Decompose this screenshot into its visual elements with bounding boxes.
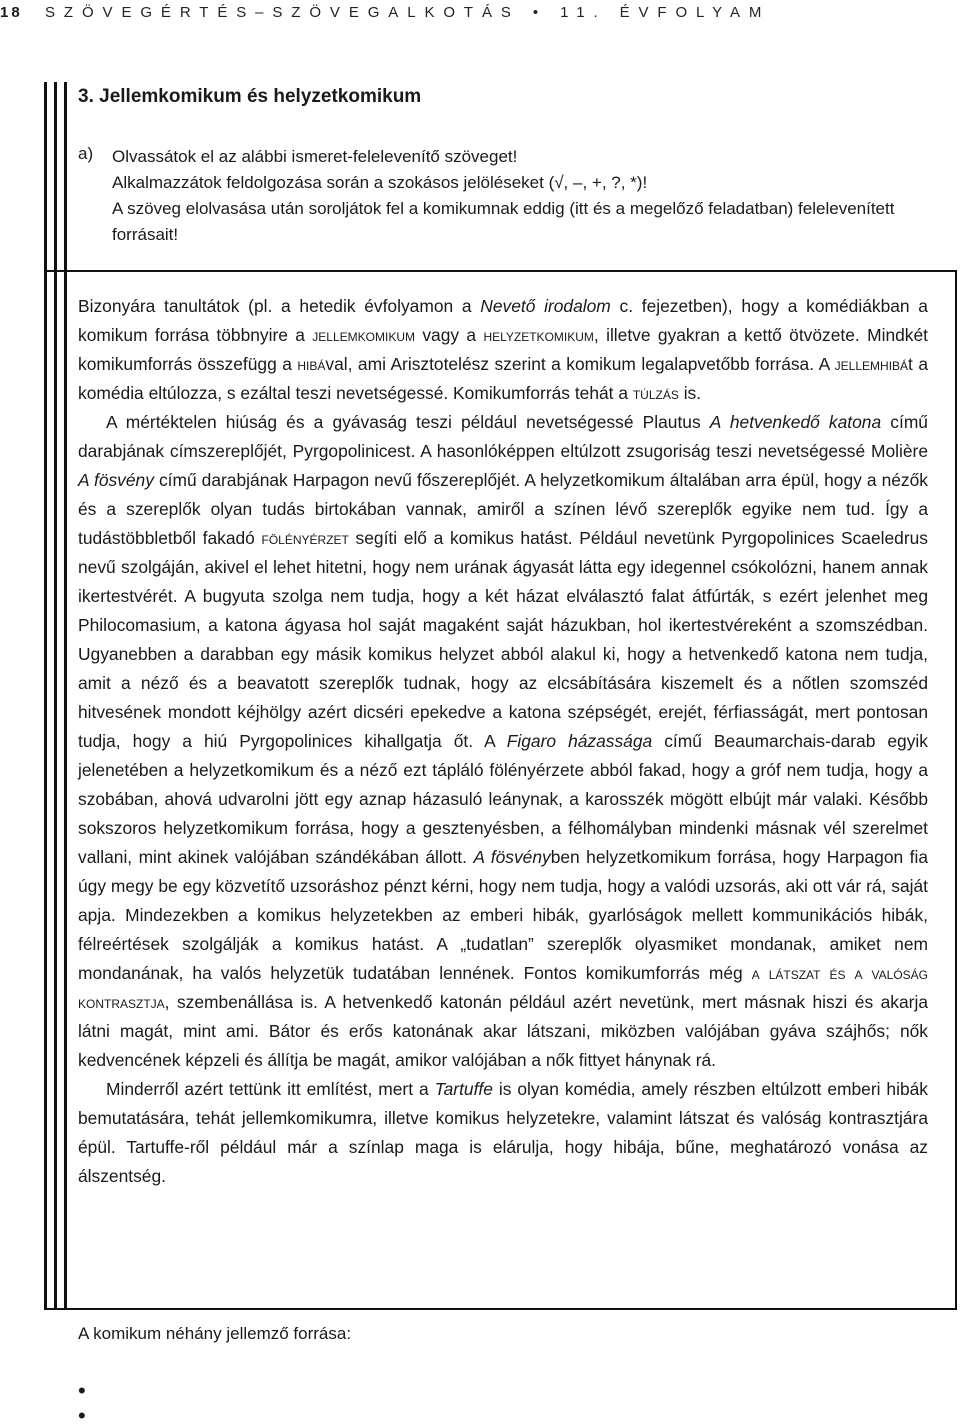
task-line: A szöveg elolvasása után soroljátok fel a komikumnak eddig (itt és a megelőző feladatban) felelevenített forrásait! [112, 199, 895, 244]
page-number: 18 [0, 4, 23, 21]
reading-text [78, 292, 928, 1191]
sources-title: A komikum néhány jellemző forrása: [78, 1324, 352, 1343]
list-bullet: • [78, 1378, 86, 1403]
task-instructions [112, 144, 942, 248]
task-label: a) [78, 144, 94, 163]
section-title: 3. Jellemkomikum és helyzetkomikum [78, 86, 422, 107]
task-line: Alkalmazzátok feldolgozása során a szokásos jelöléseket (√, –, +, ?, *)! [112, 173, 648, 192]
running-title: SZÖVEGÉRTÉS–SZÖVEGALKOTÁS • 11. ÉVFOLYAM [45, 4, 771, 21]
task-line: Olvassátok el az alábbi ismeret-felelevenítő szöveget! [112, 147, 518, 166]
page-header [0, 0, 960, 26]
list-bullet: • [78, 1403, 86, 1428]
paragraph-2: A mértéktelen hiúság és a gyávaság teszi például nevetségessé Plautus A hetvenkedő katona című darabjának címszereplőjét, Pyrgopolinicest. A hasonlóképpen eltúlzott zsugoriság teszi nevetségessé Molière A fösvény című darabjának Harpagon nevű főszereplőjét. A helyzetkomikum általában arra épül, hogy a nézők és a szereplők olyan tudás birtokában vannak, amiről a színen lévő szereplők egyike nem tud. Így a tudástöbbletből fakadó fölényérzet segíti elő a komikus hatást. Például nevetünk Pyrgopolinices Scaeledrus nevű szolgáján, akivel el lehet hitetni, hogy nem urának ágyasát látta egy idegennel csókolózni, hanem annak ikertestvérét. A bugyuta szolga nem tudja, hogy a két házat elválasztó falat átfúrták, s ezért jelenhet meg Philocomasium, a katona ágyasa hol saját magaként saját házukban, hol ikertestvéreként a szomszédban. Ugyanebben a darabban egy másik komikus helyzet abból alakul ki, hogy a hetvenkedő katona nem tudja, amit a néző és a beavatott szereplők tudnak, hogy az elcsábítására kiszemelt és a nőtlen szomszéd hitvesének mondott kéjhölgy azért dicséri epekedve a katona szépségét, erejét, férfiasságát, mert pontosan tudja, hogy a hiú Pyrgopolinices kihallgatja őt. A Figaro házassága című Beaumarchais-darab egyik jelenetében a helyzetkomikum és a néző ezt tápláló fölényérzete abból fakad, hogy a gróf nem tudja, hogy a szobában, ahová udvarolni jött egy aznap házasuló leánynak, a karosszék mögött elbújt már valaki. Később sokszoros helyzetkomikum forrása, hogy a gesztenyésben, a félhomályban mindenki másnak vél szerelmet vallani, mint akinek valójában szándékában állott. A fösvényben helyzetkomikum forrása, hogy Harpagon fia úgy megy be egy közvetítő uzsoráshoz pénzt kérni, hogy nem tudja, hogy a valódi uzsorás, aki ott vár rá, saját apja. Mindezekben a komikus helyzetekben az emberi hibák, gyarlóságok mellett kommunikációs hibák, félreértések szolgálják a komikus hatást. A „tudatlan” szereplők olyasmiket mondanak, amiket nem mondanának, ha valós helyzetük tudatában lennének. Fontos komikumforrás még a látszat és a valóság kontrasztja, szembenállása is. A hetvenkedő katonán például azért nevetünk, mert másnak hiszi és akarja látni magát, mint ami. Bátor és erős katonának akar látszani, miközben valójában gyáva szájhős; nők kedvencének képzeli és állítja be magát, amikor valójában a nők fittyet hánynak rá. [78, 412, 928, 1070]
paragraph-3: Minderről azért tettünk itt említést, mert a Tartuffe is olyan komédia, amely részben eltúlzott emberi hibák bemutatására, tehát jellemkomikumra, illetve komikus helyzetekre, valamint látszat és valóság kontrasztjára épül. Tartuffe-ről például már a színlap maga is elárulja, hogy hibája, bűne, meghatározó vonása az álszentség. [78, 1079, 928, 1186]
paragraph-1: Bizonyára tanultátok (pl. a hetedik évfolyamon a Nevető irodalom c. fejezetben), hogy a komédiákban a komikum forrása többnyire a jellemkomikum vagy a helyzetkomikum, illetve gyakran a kettő ötvözete. Mindkét komikumforrás összefügg a hibával, ami Arisztotelész szerint a komikum legalapvetőbb forrása. A jellemhibát a komédia eltúlozza, s ezáltal teszi nevetségessé. Komikumforrás tehát a túlzás is. [78, 296, 928, 403]
